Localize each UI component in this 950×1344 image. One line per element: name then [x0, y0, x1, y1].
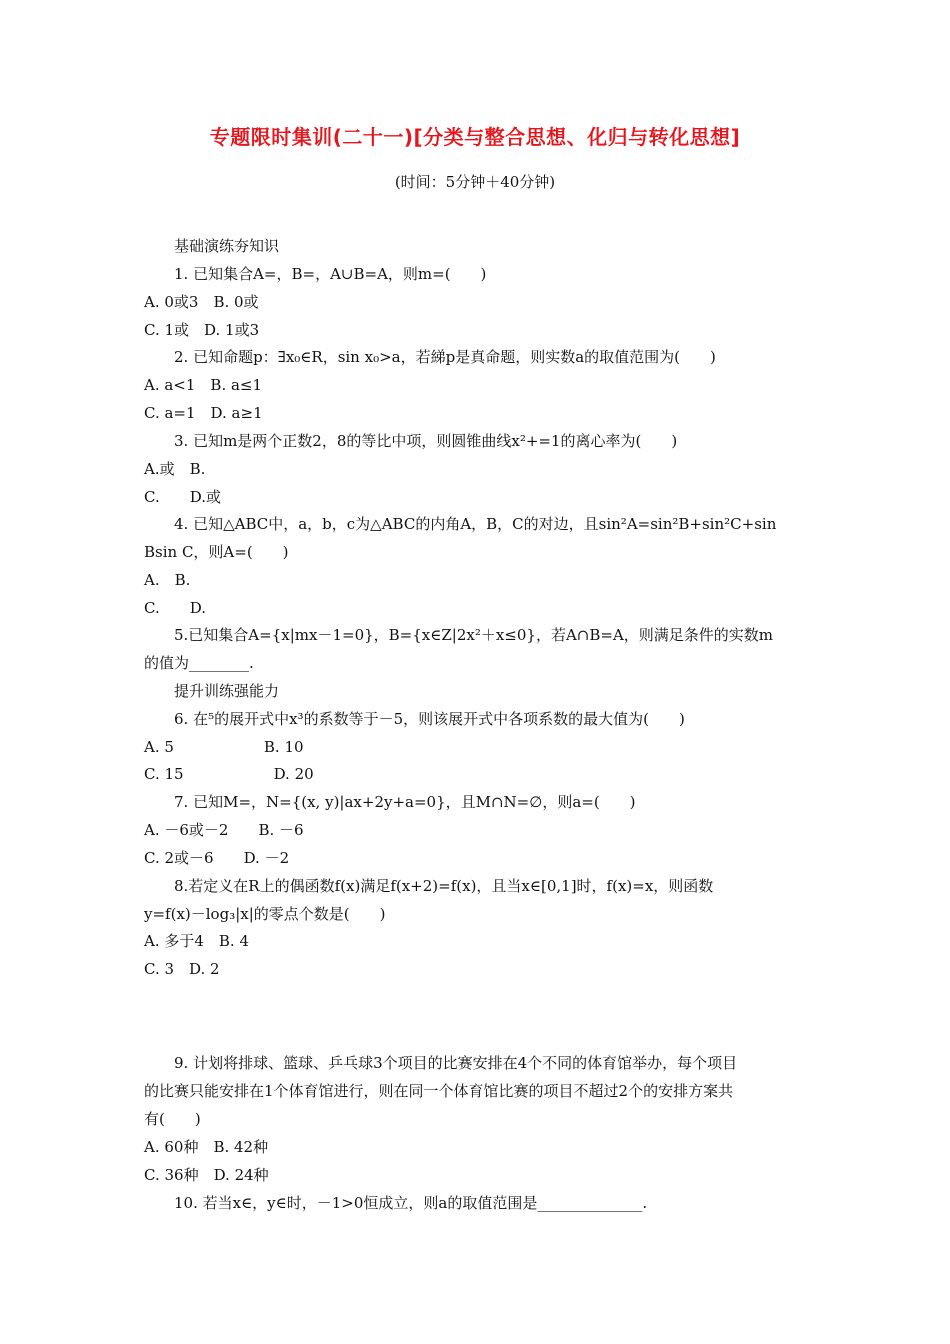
question-2: 2. 已知命题p：∃x₀∈R，sin x₀>a，若綈p是真命题，则实数a的取值范围为( ): [174, 348, 716, 366]
question-7-options-ab: A. －6或－2 B. －6: [144, 821, 304, 839]
question-6: 6. 在⁵的展开式中x³的系数等于－5，则该展开式中各项系数的最大值为( ): [174, 710, 685, 728]
question-4-options-cd: C. D.: [144, 599, 206, 617]
question-5-continuation: 的值为________.: [144, 654, 254, 672]
question-3-options-ab: A.或 B.: [144, 460, 206, 478]
time-note: (时间：5分钟＋40分钟): [394, 173, 556, 191]
section-heading-advanced: 提升训练强能力: [174, 682, 280, 700]
question-4-options-ab: A. B.: [144, 571, 191, 589]
question-4-continuation: Bsin C，则A=( ): [144, 543, 289, 561]
question-9-options-ab: A. 60种 B. 42种: [144, 1138, 269, 1156]
question-8: 8.若定义在R上的偶函数f(x)满足f(x+2)=f(x)，且当x∈[0,1]时，f(x)=x，则函数: [174, 877, 714, 895]
question-1: 1. 已知集合A=，B=，A∪B=A，则m=( ): [174, 265, 487, 283]
question-4: 4. 已知△ABC中，a，b，c为△ABC的内角A，B，C的对边，且sin²A=sin²B+sin²C+sin: [174, 515, 777, 533]
document-title: 专题限时集训(二十一)[分类与整合思想、化归与转化思想]: [209, 125, 741, 149]
question-6-options-cd: C. 15 D. 20: [144, 765, 314, 783]
question-5: 5.已知集合A={x|mx－1=0}，B={x∈Z|2x²＋x≤0}，若A∩B=A，则满足条件的实数m: [174, 626, 774, 644]
question-9-continuation-2: 有( ): [144, 1110, 201, 1128]
question-1-options-ab: A. 0或3 B. 0或: [144, 293, 259, 311]
question-9-options-cd: C. 36种 D. 24种: [144, 1166, 269, 1184]
question-2-options-cd: C. a=1 D. a≥1: [144, 404, 263, 422]
question-8-options-ab: A. 多于4 B. 4: [144, 932, 250, 950]
question-8-continuation: y=f(x)－log₃|x|的零点个数是( ): [144, 905, 386, 923]
question-7: 7. 已知M=，N={(x, y)|ax+2y+a=0}，且M∩N=∅，则a=( ): [174, 793, 636, 811]
question-3: 3. 已知m是两个正数2，8的等比中项，则圆锥曲线x²+=1的离心率为( ): [174, 432, 678, 450]
question-3-options-cd: C. D.或: [144, 488, 221, 506]
question-10: 10. 若当x∈，y∈时，－1>0恒成立，则a的取值范围是______________.: [174, 1194, 648, 1212]
question-9-continuation-1: 的比赛只能安排在1个体育馆进行，则在同一个体育馆比赛的项目不超过2个的安排方案共: [144, 1082, 734, 1100]
question-8-options-cd: C. 3 D. 2: [144, 960, 220, 978]
question-6-options-ab: A. 5 B. 10: [144, 738, 304, 756]
question-7-options-cd: C. 2或－6 D. －2: [144, 849, 290, 867]
question-9: 9. 计划将排球、篮球、乒乓球3个项目的比赛安排在4个不同的体育馆举办，每个项目: [174, 1054, 738, 1072]
section-heading-basic: 基础演练夯知识: [174, 237, 280, 255]
question-1-options-cd: C. 1或 D. 1或3: [144, 321, 260, 339]
question-2-options-ab: A. a<1 B. a≤1: [144, 376, 263, 394]
